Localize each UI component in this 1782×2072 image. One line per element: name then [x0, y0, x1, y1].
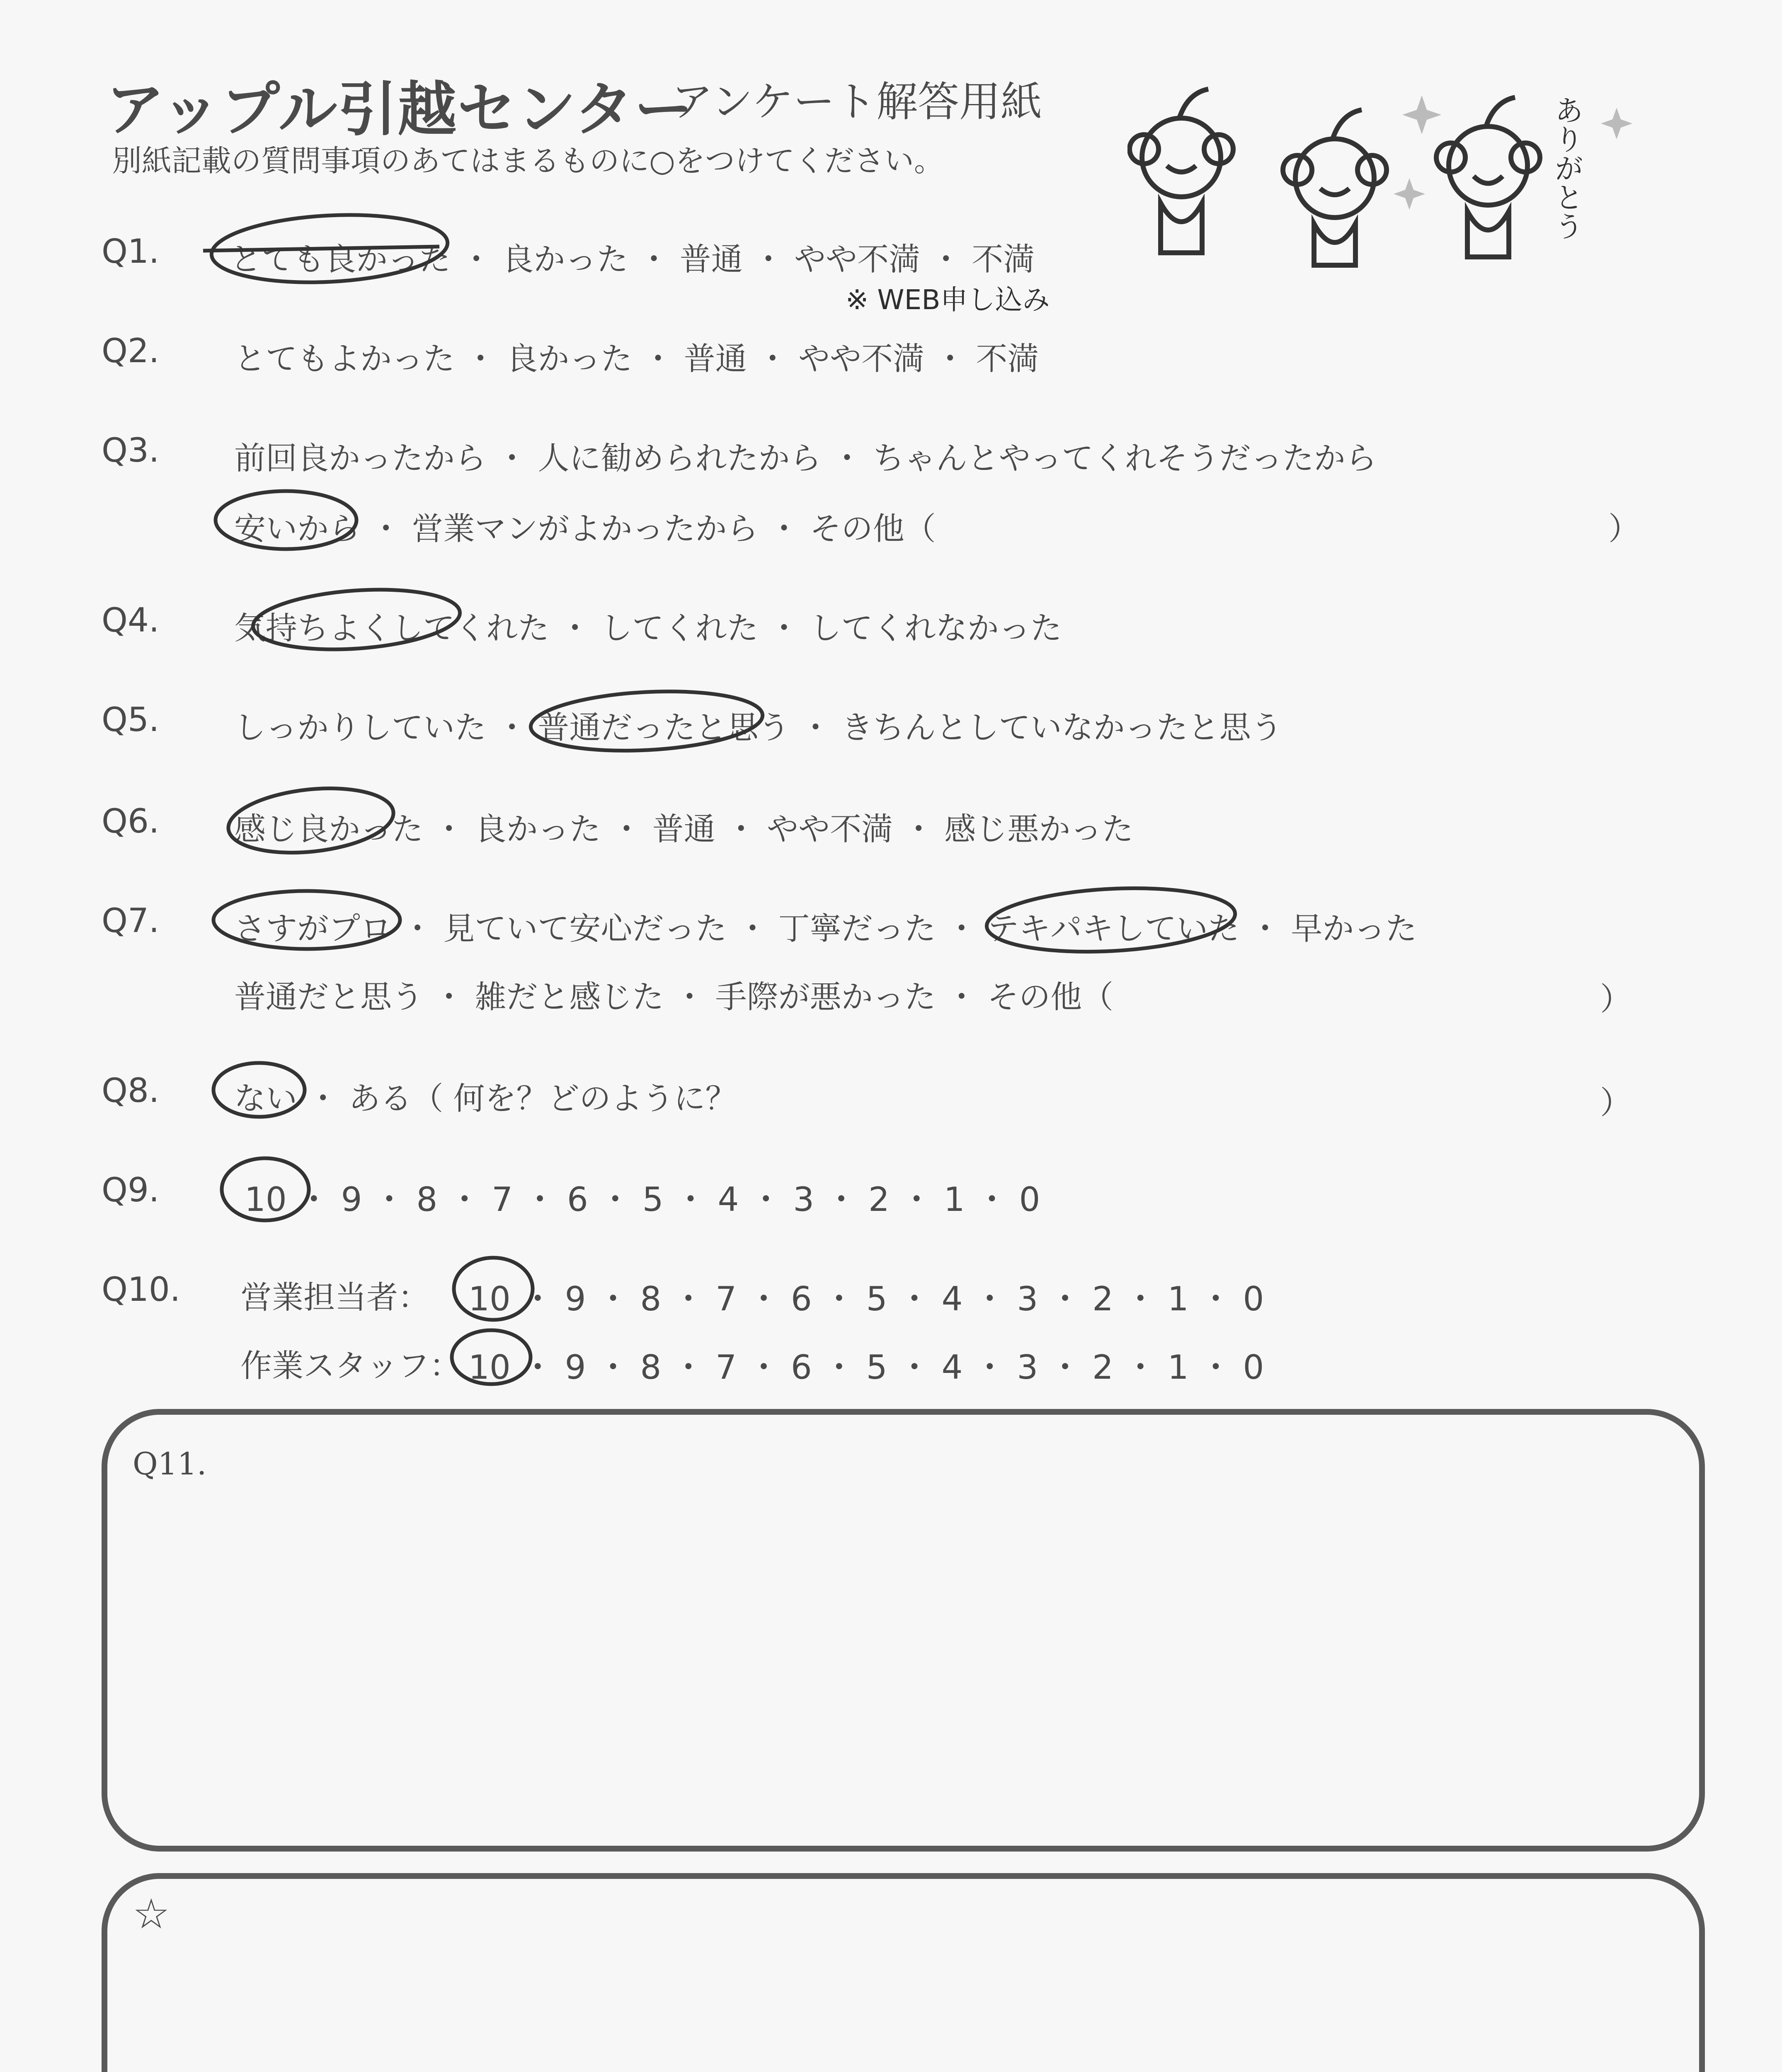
q7-circle-mark-1	[213, 891, 400, 949]
q8-close-paren: ）	[1600, 1084, 1632, 1121]
q10-sales-circle-mark	[454, 1258, 533, 1320]
star-comment-box[interactable]	[102, 1873, 1705, 2072]
star-box-label: ☆	[133, 1890, 170, 1938]
q1-options: とても良かった ・ 良かった ・ 普通 ・ やや不満 ・ 不満	[230, 241, 1035, 278]
q10-sales-scale: 10 ・ 9 ・ 8 ・ 7 ・ 6 ・ 5 ・ 4 ・ 3 ・ 2 ・ 1 ・ 0	[468, 1280, 1264, 1318]
q10-staff-scale: 10 ・ 9 ・ 8 ・ 7 ・ 6 ・ 5 ・ 4 ・ 3 ・ 2 ・ 1 ・ 0	[468, 1348, 1264, 1387]
q8-circle-mark	[213, 1063, 305, 1117]
q8-options: ない ・ ある（ 何を？どのように？	[234, 1080, 737, 1117]
q3-options-line2: 安いから ・ 営業マンがよかったから ・ その他（	[234, 510, 936, 547]
q4-label: Q4.	[102, 601, 160, 639]
form-title: アップル引越センター	[106, 75, 694, 144]
q1-handwritten-note: ※ WEB申し込み	[846, 284, 1050, 316]
q9-circle-mark	[222, 1158, 309, 1220]
q4-circle-mark	[251, 583, 462, 656]
q7-label: Q7.	[102, 901, 160, 940]
q11-box-label: Q11.	[133, 1446, 207, 1482]
q6-label: Q6.	[102, 802, 160, 840]
q6-options: 感じ良かった ・ 良かった ・ 普通 ・ やや不満 ・ 感じ悪かった	[234, 811, 1134, 847]
q9-scale: 10 ・ 9 ・ 8 ・ 7 ・ 6 ・ 5 ・ 4 ・ 3 ・ 2 ・ 1 ・ 0	[245, 1180, 1040, 1219]
q7-circle-mark-2	[985, 882, 1236, 957]
q9-label: Q9.	[102, 1171, 160, 1209]
q7-close-paren: ）	[1600, 980, 1632, 1017]
q4-options: 気持ちよくしてくれた ・ してくれた ・ してくれなかった	[234, 610, 1062, 646]
q2-options: とてもよかった ・ 良かった ・ 普通 ・ やや不満 ・ 不満	[234, 340, 1039, 377]
q5-label: Q5.	[102, 700, 160, 739]
q11-comment-box[interactable]	[102, 1409, 1705, 1852]
form-subtitle: アンケート解答用紙	[672, 77, 1042, 126]
q8-label: Q8.	[102, 1071, 160, 1110]
q3-close-paren: ）	[1608, 510, 1640, 547]
q7-options-line1: さすがプロ ・ 見ていて安心だった ・ 丁寧だった ・ テキパキしていた ・ 早かった	[234, 910, 1417, 947]
q1-strike-mark	[203, 247, 439, 251]
q3-circle-mark	[216, 491, 356, 549]
instruction-text: 別紙記載の質問事項のあてはまるものに○をつけてください。	[112, 143, 944, 178]
q10-sales-label: 営業担当者：	[240, 1279, 429, 1316]
q3-label: Q3.	[102, 431, 160, 470]
mascot-caption: ありがとう	[1550, 95, 1584, 240]
q10-staff-label: 作業スタッフ：	[240, 1347, 461, 1384]
q5-options: しっかりしていた ・ 普通だったと思う ・ きちんとしていなかったと思う	[234, 709, 1283, 746]
q6-circle-mark	[225, 781, 396, 860]
q7-options-line2: 普通だと思う ・ 雑だと感じた ・ 手際が悪かった ・ その他（	[234, 978, 1113, 1015]
q3-options-line1: 前回良かったから ・ 人に勧められたから ・ ちゃんとやってくれそうだったから	[234, 440, 1377, 477]
q10-label: Q10.	[102, 1270, 181, 1309]
q5-circle-mark	[529, 686, 764, 756]
q10-staff-circle-mark	[452, 1330, 531, 1384]
q2-label: Q2.	[102, 332, 160, 370]
q1-label: Q1.	[102, 232, 160, 271]
